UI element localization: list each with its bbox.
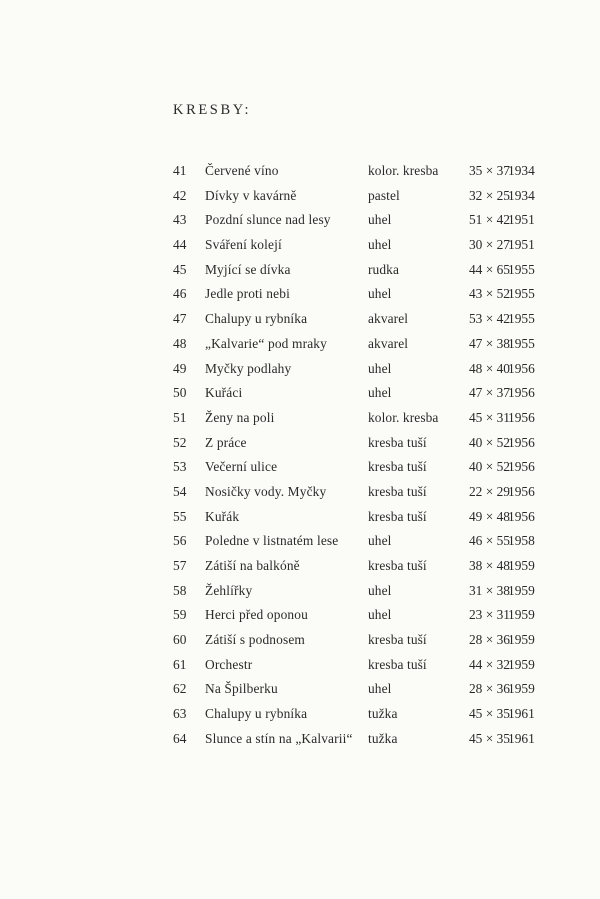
artwork-year: 1956 [508, 483, 535, 499]
artwork-row [168, 582, 548, 607]
artwork-row [168, 162, 548, 187]
artwork-title: Žehlířky [205, 582, 253, 598]
artwork-dimensions: 44 × 65 [468, 261, 510, 277]
artwork-dimensions: 31 × 38 [468, 582, 510, 598]
artwork-year: 1934 [508, 163, 535, 178]
artwork-year: 1956 [508, 434, 535, 450]
artwork-list [168, 162, 548, 755]
artwork-title: Nosičky vody. Myčky [205, 483, 327, 499]
artwork-title: „Kalvarie“ pod mraky [205, 335, 327, 351]
artwork-year: 1955 [508, 286, 535, 302]
artwork-row [168, 285, 548, 310]
artwork-title: Dívky v kavárně [205, 187, 297, 203]
artwork-title: Sváření kolejí [205, 237, 282, 253]
artwork-number: 63 [173, 706, 187, 722]
artwork-technique: kresba tuší [368, 558, 427, 573]
artwork-title: Slunce a stín na „Kalvarii“ [205, 730, 353, 746]
artwork-row [168, 261, 548, 286]
artwork-row [168, 434, 548, 459]
artwork-year: 1955 [508, 335, 535, 351]
artwork-dimensions: 28 × 36 [468, 632, 510, 648]
artwork-number: 46 [173, 286, 187, 302]
artwork-technique: kolor. kresba [368, 409, 439, 425]
artwork-number: 54 [173, 483, 187, 499]
artwork-title: Myčky podlahy [205, 360, 292, 376]
artwork-dimensions: 23 × 31 [468, 607, 510, 623]
artwork-year: 1959 [508, 558, 535, 573]
artwork-dimensions: 44 × 32 [468, 656, 510, 672]
artwork-technique: kresba tuší [368, 434, 427, 450]
artwork-row [168, 631, 548, 656]
artwork-dimensions: 43 × 52 [468, 286, 510, 302]
artwork-number: 57 [173, 558, 187, 573]
artwork-year: 1956 [508, 360, 535, 376]
artwork-number: 47 [173, 311, 187, 327]
artwork-technique: kresba tuší [368, 632, 427, 648]
artwork-technique: uhel [368, 385, 392, 401]
artwork-number: 53 [173, 459, 187, 475]
artwork-number: 60 [173, 632, 187, 648]
artwork-technique: kolor. kresba [368, 163, 439, 178]
artwork-technique: pastel [368, 187, 400, 203]
artwork-year: 1955 [508, 311, 535, 327]
artwork-technique: kresba tuší [368, 656, 427, 672]
artwork-number: 55 [173, 508, 187, 524]
artwork-dimensions: 35 × 37 [468, 163, 510, 178]
artwork-dimensions: 49 × 48 [468, 508, 510, 524]
artwork-number: 48 [173, 335, 187, 351]
artwork-number: 61 [173, 656, 187, 672]
artwork-year: 1961 [508, 730, 535, 746]
artwork-number: 64 [173, 730, 187, 746]
artwork-dimensions: 53 × 42 [468, 311, 510, 327]
artwork-title: Z práce [205, 434, 247, 450]
artwork-technique: akvarel [368, 335, 409, 351]
artwork-number: 49 [173, 360, 187, 376]
artwork-number: 44 [173, 237, 187, 253]
artwork-technique: kresba tuší [368, 508, 427, 524]
section-heading: KRESBY: [173, 102, 252, 118]
artwork-year: 1951 [508, 237, 535, 253]
artwork-year: 1961 [508, 706, 535, 722]
artwork-title: Herci před oponou [205, 607, 308, 623]
artwork-title: Červené víno [205, 163, 279, 178]
artwork-number: 51 [173, 409, 187, 425]
artwork-row [168, 730, 548, 755]
artwork-title: Jedle proti nebi [205, 286, 290, 302]
artwork-row [168, 656, 548, 681]
artwork-number: 50 [173, 385, 187, 401]
artwork-number: 59 [173, 607, 187, 623]
artwork-dimensions: 38 × 48 [468, 558, 510, 573]
artwork-technique: uhel [368, 212, 392, 228]
artwork-title: Zátiší s podnosem [205, 632, 305, 648]
artwork-dimensions: 45 × 31 [468, 409, 510, 425]
artwork-technique: uhel [368, 607, 392, 623]
artwork-technique: rudka [368, 261, 399, 277]
artwork-row [168, 310, 548, 335]
artwork-number: 42 [173, 187, 187, 203]
artwork-year: 1956 [508, 459, 535, 475]
artwork-year: 1956 [508, 508, 535, 524]
artwork-dimensions: 40 × 52 [468, 459, 510, 475]
artwork-title: Pozdní slunce nad lesy [205, 212, 331, 228]
artwork-year: 1959 [508, 582, 535, 598]
artwork-row [168, 335, 548, 360]
artwork-dimensions: 28 × 36 [468, 681, 510, 697]
artwork-technique: akvarel [368, 311, 409, 327]
artwork-title: Chalupy u rybníka [205, 311, 308, 327]
artwork-year: 1934 [508, 187, 535, 203]
artwork-year: 1959 [508, 681, 535, 697]
artwork-title: Na Špilberku [205, 681, 278, 697]
artwork-title: Kuřák [205, 508, 240, 524]
artwork-row [168, 360, 548, 385]
artwork-year: 1959 [508, 656, 535, 672]
artwork-dimensions: 46 × 55 [468, 533, 510, 549]
artwork-row [168, 384, 548, 409]
artwork-year: 1959 [508, 632, 535, 648]
artwork-number: 58 [173, 582, 187, 598]
artwork-number: 56 [173, 533, 187, 549]
artwork-row [168, 187, 548, 212]
artwork-dimensions: 22 × 29 [468, 483, 510, 499]
artwork-dimensions: 40 × 52 [468, 434, 510, 450]
artwork-number: 45 [173, 261, 187, 277]
artwork-number: 41 [173, 163, 187, 178]
artwork-title: Večerní ulice [205, 459, 278, 475]
artwork-row [168, 680, 548, 705]
artwork-title: Orchestr [205, 656, 253, 672]
artwork-row [168, 705, 548, 730]
artwork-title: Kuřáci [205, 385, 243, 401]
artwork-title: Poledne v listnatém lese [205, 533, 339, 549]
artwork-dimensions: 47 × 37 [468, 385, 510, 401]
artwork-number: 62 [173, 681, 187, 697]
artwork-row [168, 211, 548, 236]
artwork-technique: uhel [368, 681, 392, 697]
artwork-year: 1951 [508, 212, 535, 228]
artwork-row [168, 532, 548, 557]
artwork-dimensions: 45 × 35 [468, 730, 510, 746]
artwork-dimensions: 45 × 35 [468, 706, 510, 722]
artwork-technique: tužka [368, 730, 398, 746]
artwork-row [168, 508, 548, 533]
artwork-technique: tužka [368, 706, 398, 722]
artwork-title: Chalupy u rybníka [205, 706, 308, 722]
artwork-technique: uhel [368, 360, 392, 376]
artwork-year: 1958 [508, 533, 535, 549]
artwork-row [168, 483, 548, 508]
artwork-year: 1956 [508, 385, 535, 401]
artwork-technique: uhel [368, 582, 392, 598]
artwork-row [168, 236, 548, 261]
artwork-row [168, 458, 548, 483]
artwork-technique: kresba tuší [368, 483, 427, 499]
artwork-technique: uhel [368, 237, 392, 253]
artwork-title: Myjící se dívka [205, 261, 291, 277]
artwork-year: 1955 [508, 261, 535, 277]
artwork-number: 43 [173, 212, 187, 228]
artwork-dimensions: 32 × 25 [468, 187, 510, 203]
artwork-row [168, 606, 548, 631]
artwork-dimensions: 30 × 27 [468, 237, 510, 253]
artwork-dimensions: 51 × 42 [468, 212, 510, 228]
artwork-row [168, 409, 548, 434]
artwork-title: Zátiší na balkóně [205, 558, 300, 573]
artwork-year: 1959 [508, 607, 535, 623]
artwork-row [168, 557, 548, 582]
artwork-technique: uhel [368, 533, 392, 549]
artwork-dimensions: 47 × 38 [468, 335, 510, 351]
artwork-technique: uhel [368, 286, 392, 302]
artwork-dimensions: 48 × 40 [468, 360, 510, 376]
artwork-number: 52 [173, 434, 187, 450]
artwork-title: Ženy na poli [205, 409, 275, 425]
artwork-year: 1956 [508, 409, 535, 425]
artwork-technique: kresba tuší [368, 459, 427, 475]
